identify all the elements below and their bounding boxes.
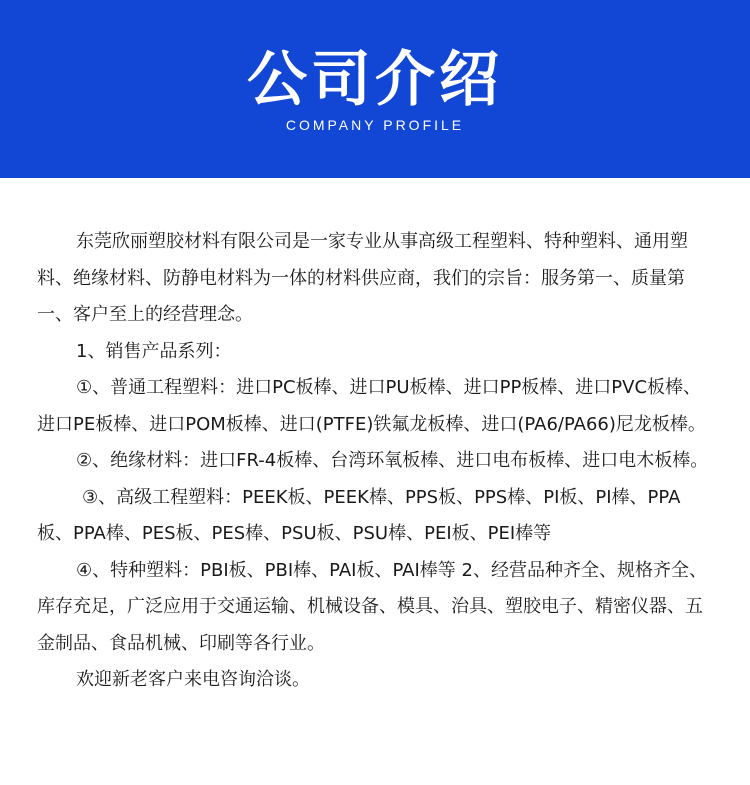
page-subtitle: COMPANY PROFILE	[285, 117, 465, 133]
insulation-materials-paragraph: ②、绝缘材料：进口FR-4板棒、台湾环氧板棒、进口电布板棒、进口电木板棒。	[76, 450, 709, 471]
intro-paragraph: 东莞欣丽塑胶材料有限公司是一家专业从事高级工程塑料、特种塑料、通用塑料、绝缘材料、防静电材料为一体的材料供应商，我们的宗旨：服务第一、质量第一、客户至上的经营理念。	[37, 231, 688, 325]
general-engineering-plastics-paragraph: ①、普通工程塑料：进口PC板棒、进口PU板棒、进口PP板棒、进口PVC板棒、进口PE板棒、进口POM板棒、进口(PTFE)铁氟龙板棒、进口(PA6/PA66)尼龙板棒。	[37, 377, 706, 435]
page-title: 公司介绍	[247, 45, 503, 115]
product-series-heading: 1、销售产品系列：	[76, 340, 232, 362]
header-banner	[0, 0, 750, 178]
advanced-engineering-plastics-paragraph: ③、高级工程塑料：PEEK板、PEEK棒、PPS板、PPS棒、PI板、PI棒、PPA板、PPA棒、PES板、PES棒、PSU板、PSU棒、PEI板、PEI棒等	[37, 486, 681, 544]
company-profile-text	[37, 224, 713, 699]
special-plastics-paragraph: ④、特种塑料：PBI板、PBI棒、PAI板、PAI棒等 2、经营品种齐全、规格齐全、库存充足，广泛应用于交通运输、机械设备、模具、治具、塑胶电子、精密仪器、五金制品、食品机械、印刷等各行业。	[37, 559, 707, 654]
welcome-paragraph: 欢迎新老客户来电咨询洽谈。	[76, 669, 310, 690]
